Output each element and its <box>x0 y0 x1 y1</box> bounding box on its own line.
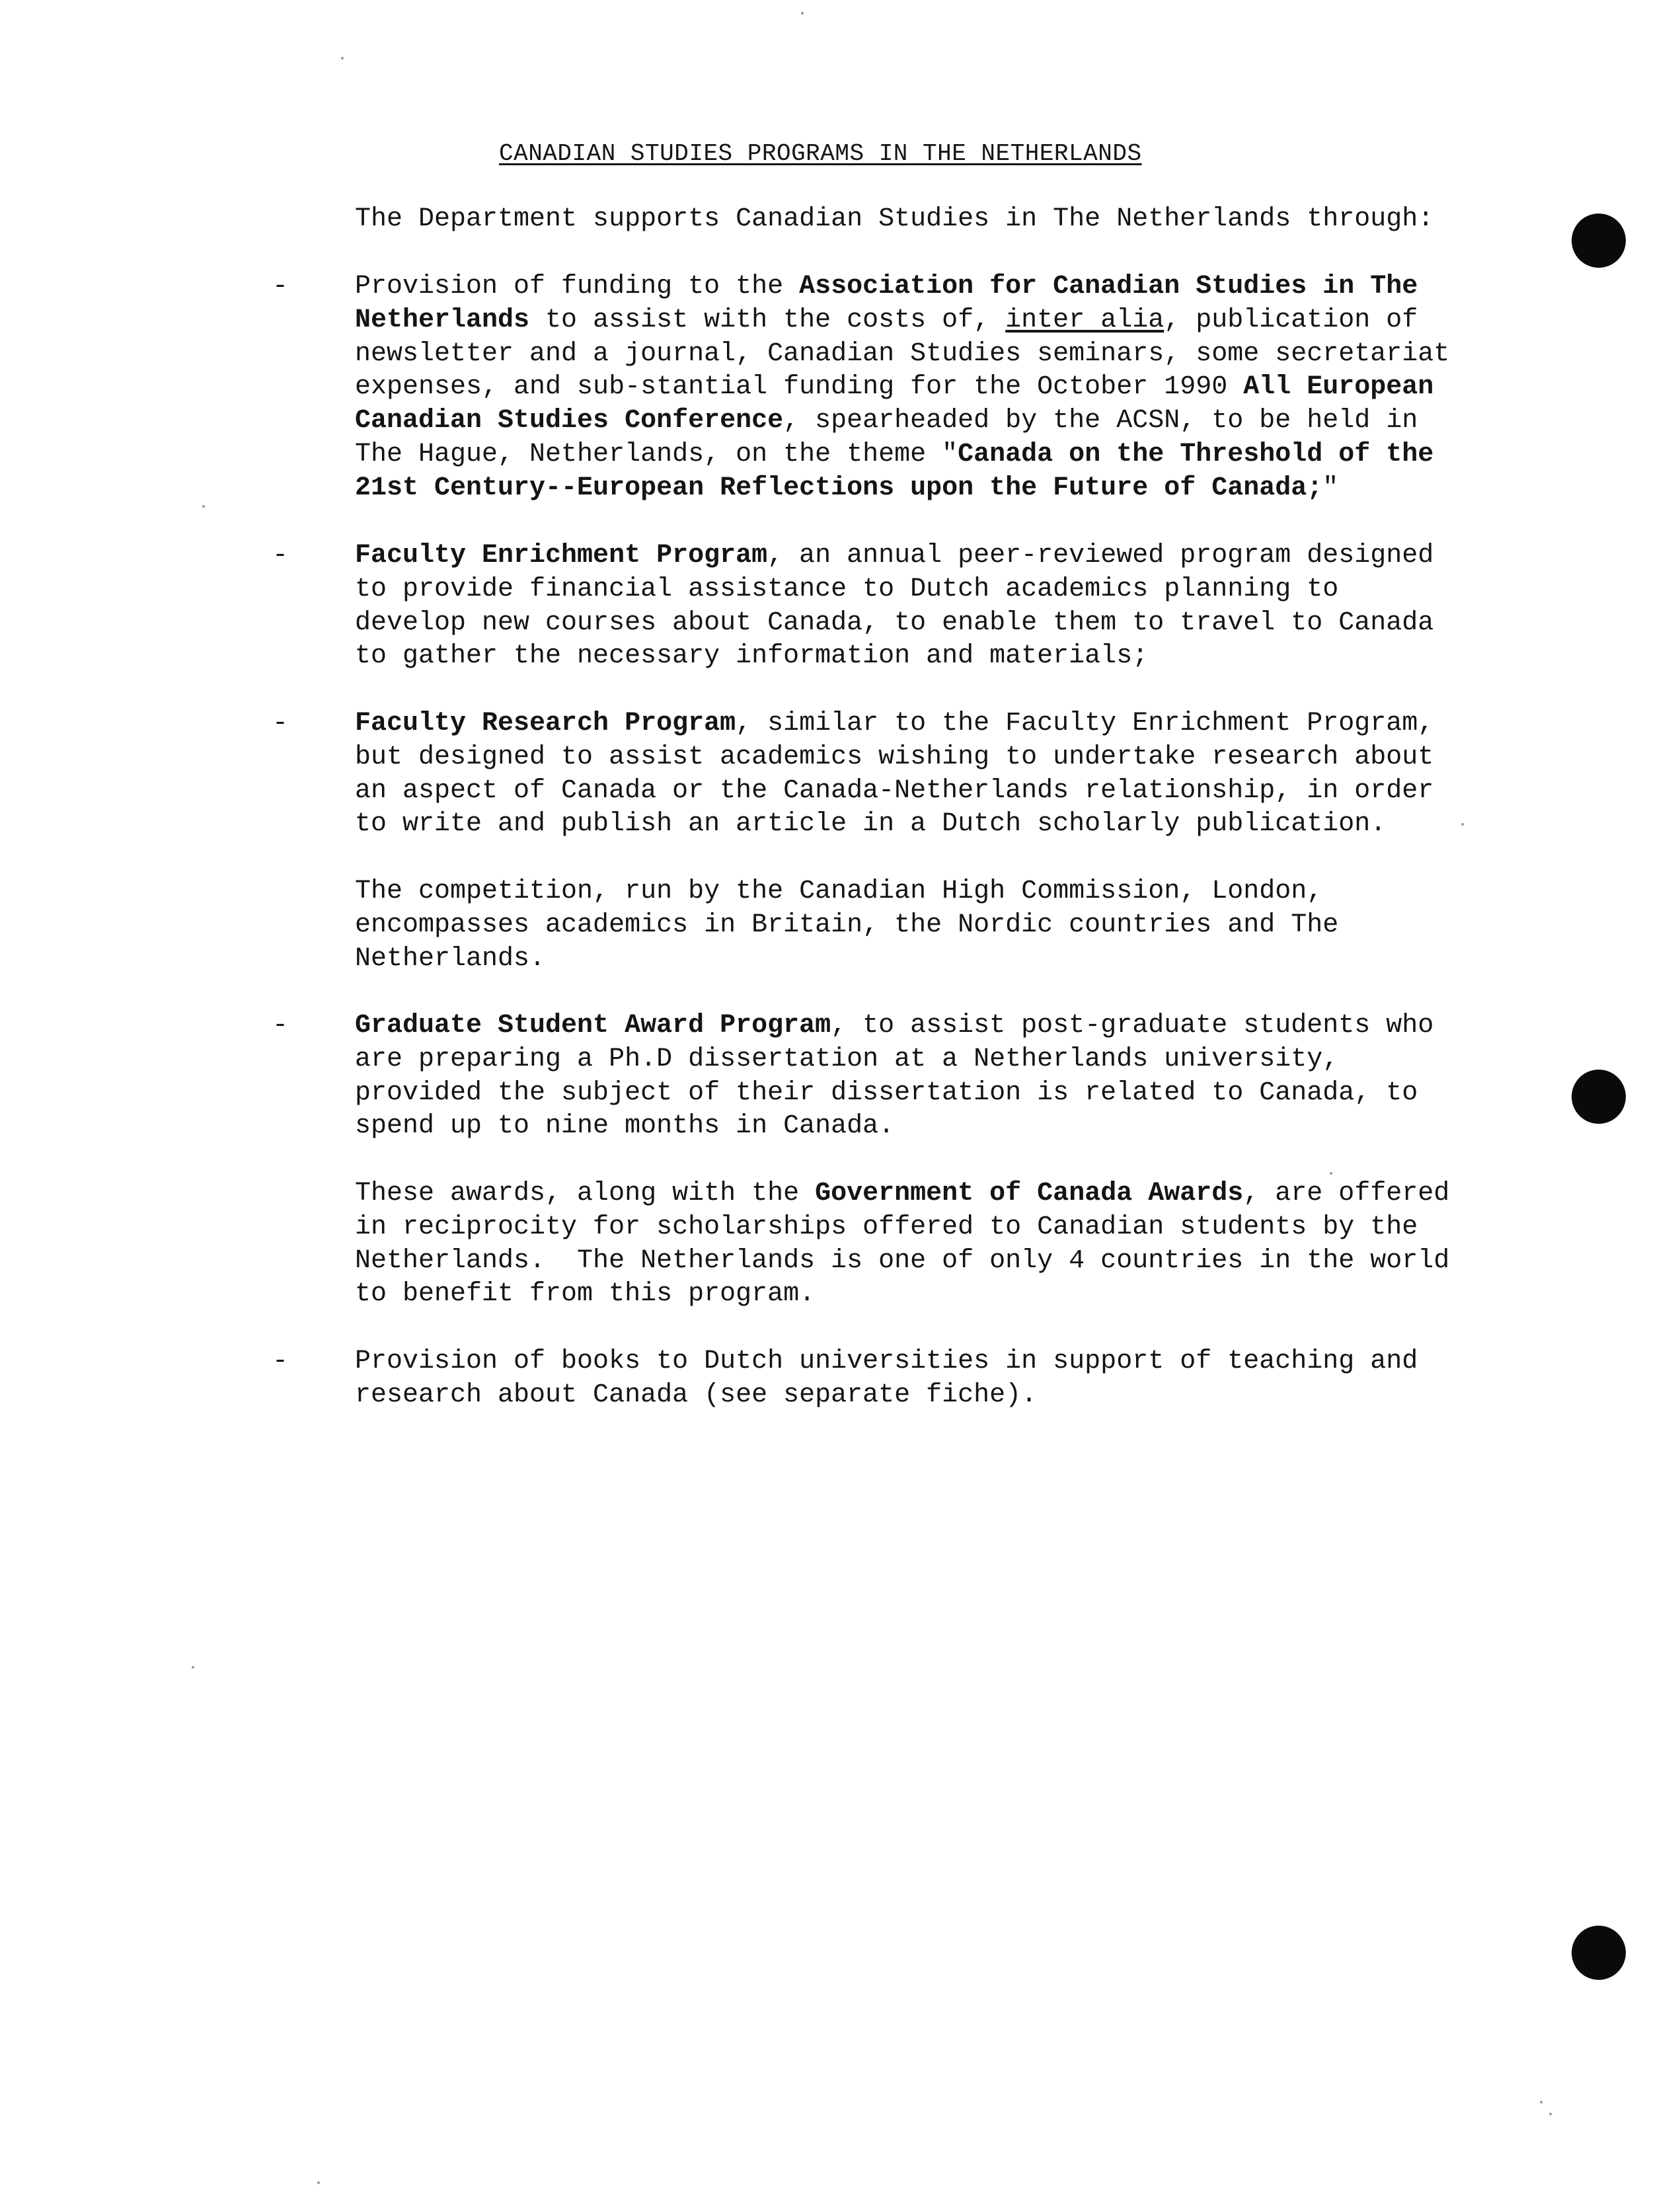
text-run: are preparing a Ph.D dissertation at a Netherlands university, <box>355 1044 1339 1074</box>
bold-run: Canada on the Threshold of the <box>958 439 1434 469</box>
text-run: newsletter and a journal, Canadian Studies seminars, some secretariat <box>355 338 1450 369</box>
scan-speck <box>202 505 205 508</box>
text-run: develop new courses about Canada, to enable them to travel to Canada <box>355 608 1434 638</box>
bullet-marker: - <box>272 272 289 301</box>
text-line <box>355 338 1518 372</box>
bullet-marker: - <box>272 709 289 738</box>
scan-speck <box>341 57 344 59</box>
text-run: in reciprocity for scholarships offered to Canadian students by the <box>355 1212 1418 1242</box>
text-line <box>355 438 1518 472</box>
text-run: but designed to assist academics wishing to undertake research about <box>355 742 1434 772</box>
bold-run: Canadian Studies Conference <box>355 406 784 436</box>
bold-run: 21st Century--European Reflections upon the Future of Canada; <box>355 473 1323 503</box>
text-line <box>355 304 1518 338</box>
text-line <box>355 472 1518 506</box>
bold-run: Faculty Research Program <box>355 709 736 738</box>
scan-speck <box>1330 1172 1332 1175</box>
text-run: , to assist post-graduate students who <box>831 1011 1434 1040</box>
bold-run: All European <box>1243 372 1434 403</box>
paragraph-faculty-enrichment <box>355 539 1518 674</box>
punch-hole <box>1572 214 1626 268</box>
text-line <box>355 943 1518 976</box>
punch-hole <box>1572 1926 1626 1980</box>
text-line <box>355 270 1518 304</box>
text-line <box>355 707 1518 741</box>
bold-run: Netherlands <box>355 305 530 335</box>
scan-speck <box>1549 2113 1552 2115</box>
page-title: CANADIAN STUDIES PROGRAMS IN THE NETHERLANDS <box>499 140 1142 167</box>
text-line <box>355 1245 1518 1278</box>
text-line <box>355 1009 1518 1043</box>
intro-paragraph: The Department supports Canadian Studies in The Netherlands through: <box>355 204 1434 234</box>
text-run: , similar to the Faculty Enrichment Program, <box>736 709 1434 738</box>
underlined-run: inter alia <box>1005 305 1165 335</box>
text-line <box>355 775 1518 808</box>
text-line <box>355 1177 1518 1211</box>
bold-run: Government of Canada Awards <box>815 1179 1244 1208</box>
text-line <box>355 741 1518 775</box>
paragraph-competition <box>355 875 1518 976</box>
text-run: " <box>1322 473 1339 503</box>
text-run: encompasses academics in Britain, the Nordic countries and The <box>355 910 1339 940</box>
bold-run: Graduate Student Award Program <box>355 1011 831 1040</box>
text-run: , spearheaded by the ACSN, to be held in <box>783 406 1418 436</box>
text-run: Provision of funding to the <box>355 272 800 301</box>
text-line <box>355 808 1518 842</box>
text-run: research about Canada (see separate fiche). <box>355 1380 1038 1410</box>
text-line <box>355 1043 1518 1077</box>
text-run: Netherlands. The Netherlands is one of only 4 countries in the world <box>355 1245 1450 1276</box>
bullet-marker: - <box>272 1011 289 1040</box>
text-run: an aspect of Canada or the Canada-Netherlands relationship, in order <box>355 775 1434 806</box>
text-line <box>355 405 1518 438</box>
text-run: Netherlands. <box>355 943 546 974</box>
bullet-marker: - <box>272 1347 289 1376</box>
text-run: These awards, along with the <box>355 1179 816 1208</box>
text-line <box>355 875 1518 909</box>
text-run: to gather the necessary information and materials; <box>355 641 1149 672</box>
text-line <box>355 1211 1518 1245</box>
paragraph-faculty-research <box>355 707 1518 842</box>
bold-run: Faculty Enrichment Program <box>355 541 768 570</box>
text-run: provided the subject of their dissertation is related to Canada, to <box>355 1078 1418 1108</box>
text-line <box>355 640 1518 674</box>
text-line <box>355 1379 1518 1413</box>
scan-speck <box>192 1666 194 1668</box>
text-run: to assist with the costs of, <box>529 305 1006 335</box>
text-run: The competition, run by the Canadian High Commission, London, <box>355 877 1323 906</box>
text-line <box>355 573 1518 607</box>
text-run: , publication of <box>1164 305 1418 335</box>
text-run: , an annual peer-reviewed program designed <box>767 541 1434 570</box>
scan-speck <box>1461 823 1464 826</box>
paragraph-acsn-funding <box>355 270 1518 506</box>
scan-speck <box>801 12 804 15</box>
paragraph-graduate-award <box>355 1009 1518 1144</box>
bullet-marker: - <box>272 541 289 570</box>
text-line <box>355 1278 1518 1312</box>
text-line <box>355 607 1518 641</box>
scan-speck <box>317 2181 320 2184</box>
punch-hole <box>1572 1070 1626 1124</box>
text-run: to provide financial assistance to Dutch academics planning to <box>355 574 1339 604</box>
text-line <box>355 1077 1518 1111</box>
text-line <box>355 539 1518 573</box>
text-line <box>355 371 1518 405</box>
scan-speck <box>1540 2101 1543 2103</box>
paragraph-awards <box>355 1177 1518 1312</box>
text-run: , are offered <box>1243 1179 1450 1208</box>
text-run: to write and publish an article in a Dutch scholarly publication. <box>355 809 1387 840</box>
text-run: The Hague, Netherlands, on the theme " <box>355 439 958 469</box>
text-line <box>355 1345 1518 1379</box>
text-run: expenses, and sub-stantial funding for the October 1990 <box>355 372 1244 403</box>
text-run: spend up to nine months in Canada. <box>355 1111 895 1142</box>
paragraph-books <box>355 1345 1518 1413</box>
text-run: Provision of books to Dutch universities in support of teaching and <box>355 1347 1418 1376</box>
text-line <box>355 1110 1518 1144</box>
bold-run: Association for Canadian Studies in The <box>799 272 1418 301</box>
text-line <box>355 909 1518 943</box>
text-run: to benefit from this program. <box>355 1279 816 1310</box>
